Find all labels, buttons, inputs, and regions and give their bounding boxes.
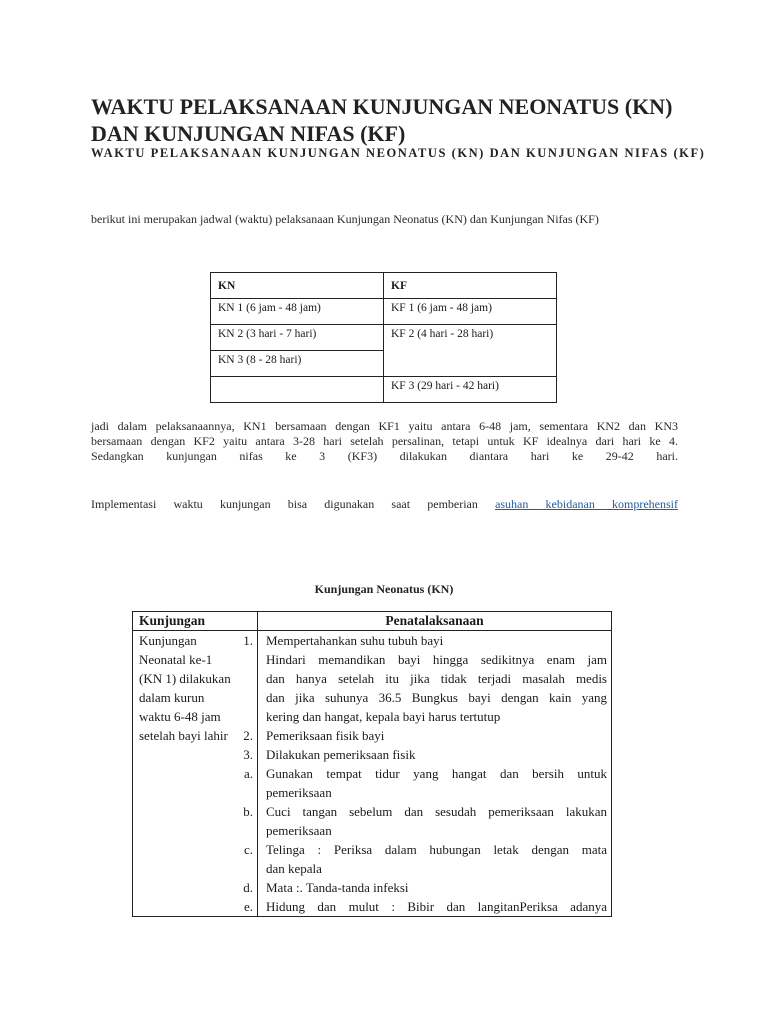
kunjungan-line: setelah bayi lahir: [139, 728, 228, 743]
item-number: d.: [243, 880, 253, 895]
kunjungan-text: [133, 631, 257, 745]
kunjungan-line: Neonatal ke-1: [139, 652, 213, 667]
penatalaksanaan-line: dan kepala: [266, 861, 322, 876]
kunjungan-header: Kunjungan: [133, 612, 258, 631]
penatalaksanaan-line: pemeriksaan: [266, 823, 332, 838]
kunjungan-line: dalam kurun: [139, 690, 205, 705]
penatalaksanaan-line: Pemeriksaan fisik bayi: [266, 728, 385, 743]
item-number: b.: [243, 804, 253, 819]
explanation-paragraph: [91, 419, 678, 464]
kn-cell: KN 1 (6 jam - 48 jam): [211, 299, 384, 325]
kunjungan-line: waktu 6-48 jam: [139, 709, 221, 724]
penatalaksanaan-header: Penatalaksanaan: [258, 612, 612, 631]
item-number: 3.: [243, 747, 253, 762]
kf-cell: KF 1 (6 jam - 48 jam): [384, 299, 557, 325]
item-number: a.: [243, 766, 253, 781]
penatalaksanaan-line: dan jika suhunya 36.5 Bungkus bayi dengan kain yang: [266, 690, 607, 705]
penatalaksanaan-line: Gunakan tempat tidur yang hangat dan bersih untuk: [266, 766, 607, 781]
penatalaksanaan-line: Mata :. Tanda-tanda infeksi: [266, 880, 409, 895]
item-number: e.: [243, 899, 253, 914]
kn-cell: KN 2 (3 hari - 7 hari): [211, 325, 384, 351]
penatalaksanaan-line: dan hanya setelah itu jika tidak terjadi masalah medis: [266, 671, 607, 686]
intro-text: berikut ini merupakan jadwal (waktu) pelaksanaan Kunjungan Neonatus (KN) dan Kunjungan Nifas (KF): [91, 212, 599, 226]
kn-header: KN: [211, 273, 384, 299]
item-number: [243, 669, 253, 688]
kn-procedure-table: [132, 611, 612, 917]
penatalaksanaan-text: [258, 631, 611, 916]
item-number: [243, 783, 253, 802]
item-number: [243, 688, 253, 707]
penatalaksanaan-line: Hidung dan mulut : Bibir dan langitanPeriksa adanya: [266, 899, 607, 914]
paragraph-line: jadi dalam pelaksanaannya, KN1 bersamaan dengan KF1 yaitu antara 6-48 jam, sementara KN2 dan KN3: [91, 419, 678, 433]
item-number: [243, 650, 253, 669]
asuhan-kebidanan-link[interactable]: asuhan kebidanan komprehensif: [495, 497, 679, 511]
item-number: 1.: [243, 633, 253, 648]
implementation-text: Implementasi waktu kunjungan bisa digunakan saat pemberian: [91, 497, 478, 511]
item-number: c.: [243, 842, 253, 857]
item-number: [243, 859, 253, 878]
kunjungan-cell: [133, 631, 258, 917]
empty-cell: [211, 377, 384, 403]
item-number: [243, 821, 253, 840]
implementation-paragraph: [91, 497, 678, 512]
kunjungan-line: (KN 1) dilakukan: [139, 671, 231, 686]
kf-header: KF: [384, 273, 557, 299]
page-subtitle: WAKTU PELAKSANAAN KUNJUNGAN NEONATUS (KN) DAN KUNJUNGAN NIFAS (KF): [91, 146, 706, 160]
kf-cell: KF 3 (29 hari - 42 hari): [384, 377, 557, 403]
penatalaksanaan-line: Cuci tangan sebelum dan sesudah pemeriksaan lakukan: [266, 804, 607, 819]
penatalaksanaan-cell: [258, 631, 612, 917]
penatalaksanaan-line: Dilakukan pemeriksaan fisik: [266, 747, 416, 762]
item-number: [243, 707, 253, 726]
penatalaksanaan-line: pemeriksaan: [266, 785, 332, 800]
kf-cell: KF 2 (4 hari - 28 hari): [384, 325, 557, 377]
penatalaksanaan-line: Telinga : Periksa dalam hubungan letak dengan mata: [266, 842, 607, 857]
page-title: WAKTU PELAKSANAAN KUNJUNGAN NEONATUS (KN) DAN KUNJUNGAN NIFAS (KF): [91, 94, 673, 146]
penatalaksanaan-line: Hindari memandikan bayi hingga sedikitnya enam jam: [266, 652, 607, 667]
penatalaksanaan-line: Mempertahankan suhu tubuh bayi: [266, 633, 444, 648]
kunjungan-line: Kunjungan: [139, 633, 197, 648]
paragraph-line: Sedangkan kunjungan nifas ke 3 (KF3) dilakukan diantara hari ke 29-42 hari.: [91, 449, 678, 463]
item-numbers: [243, 631, 253, 916]
paragraph-line: bersamaan dengan KF2 yaitu antara 3-28 hari setelah persalinan, tetapi untuk KF idealnya dari hari ke 4.: [91, 434, 678, 448]
kn-table-caption: Kunjungan Neonatus (KN): [314, 582, 454, 596]
kn-cell: KN 3 (8 - 28 hari): [211, 351, 384, 377]
penatalaksanaan-line: kering dan hangat, kepala bayi harus tertutup: [266, 709, 501, 724]
item-number: 2.: [243, 728, 253, 743]
schedule-table: [210, 272, 557, 403]
